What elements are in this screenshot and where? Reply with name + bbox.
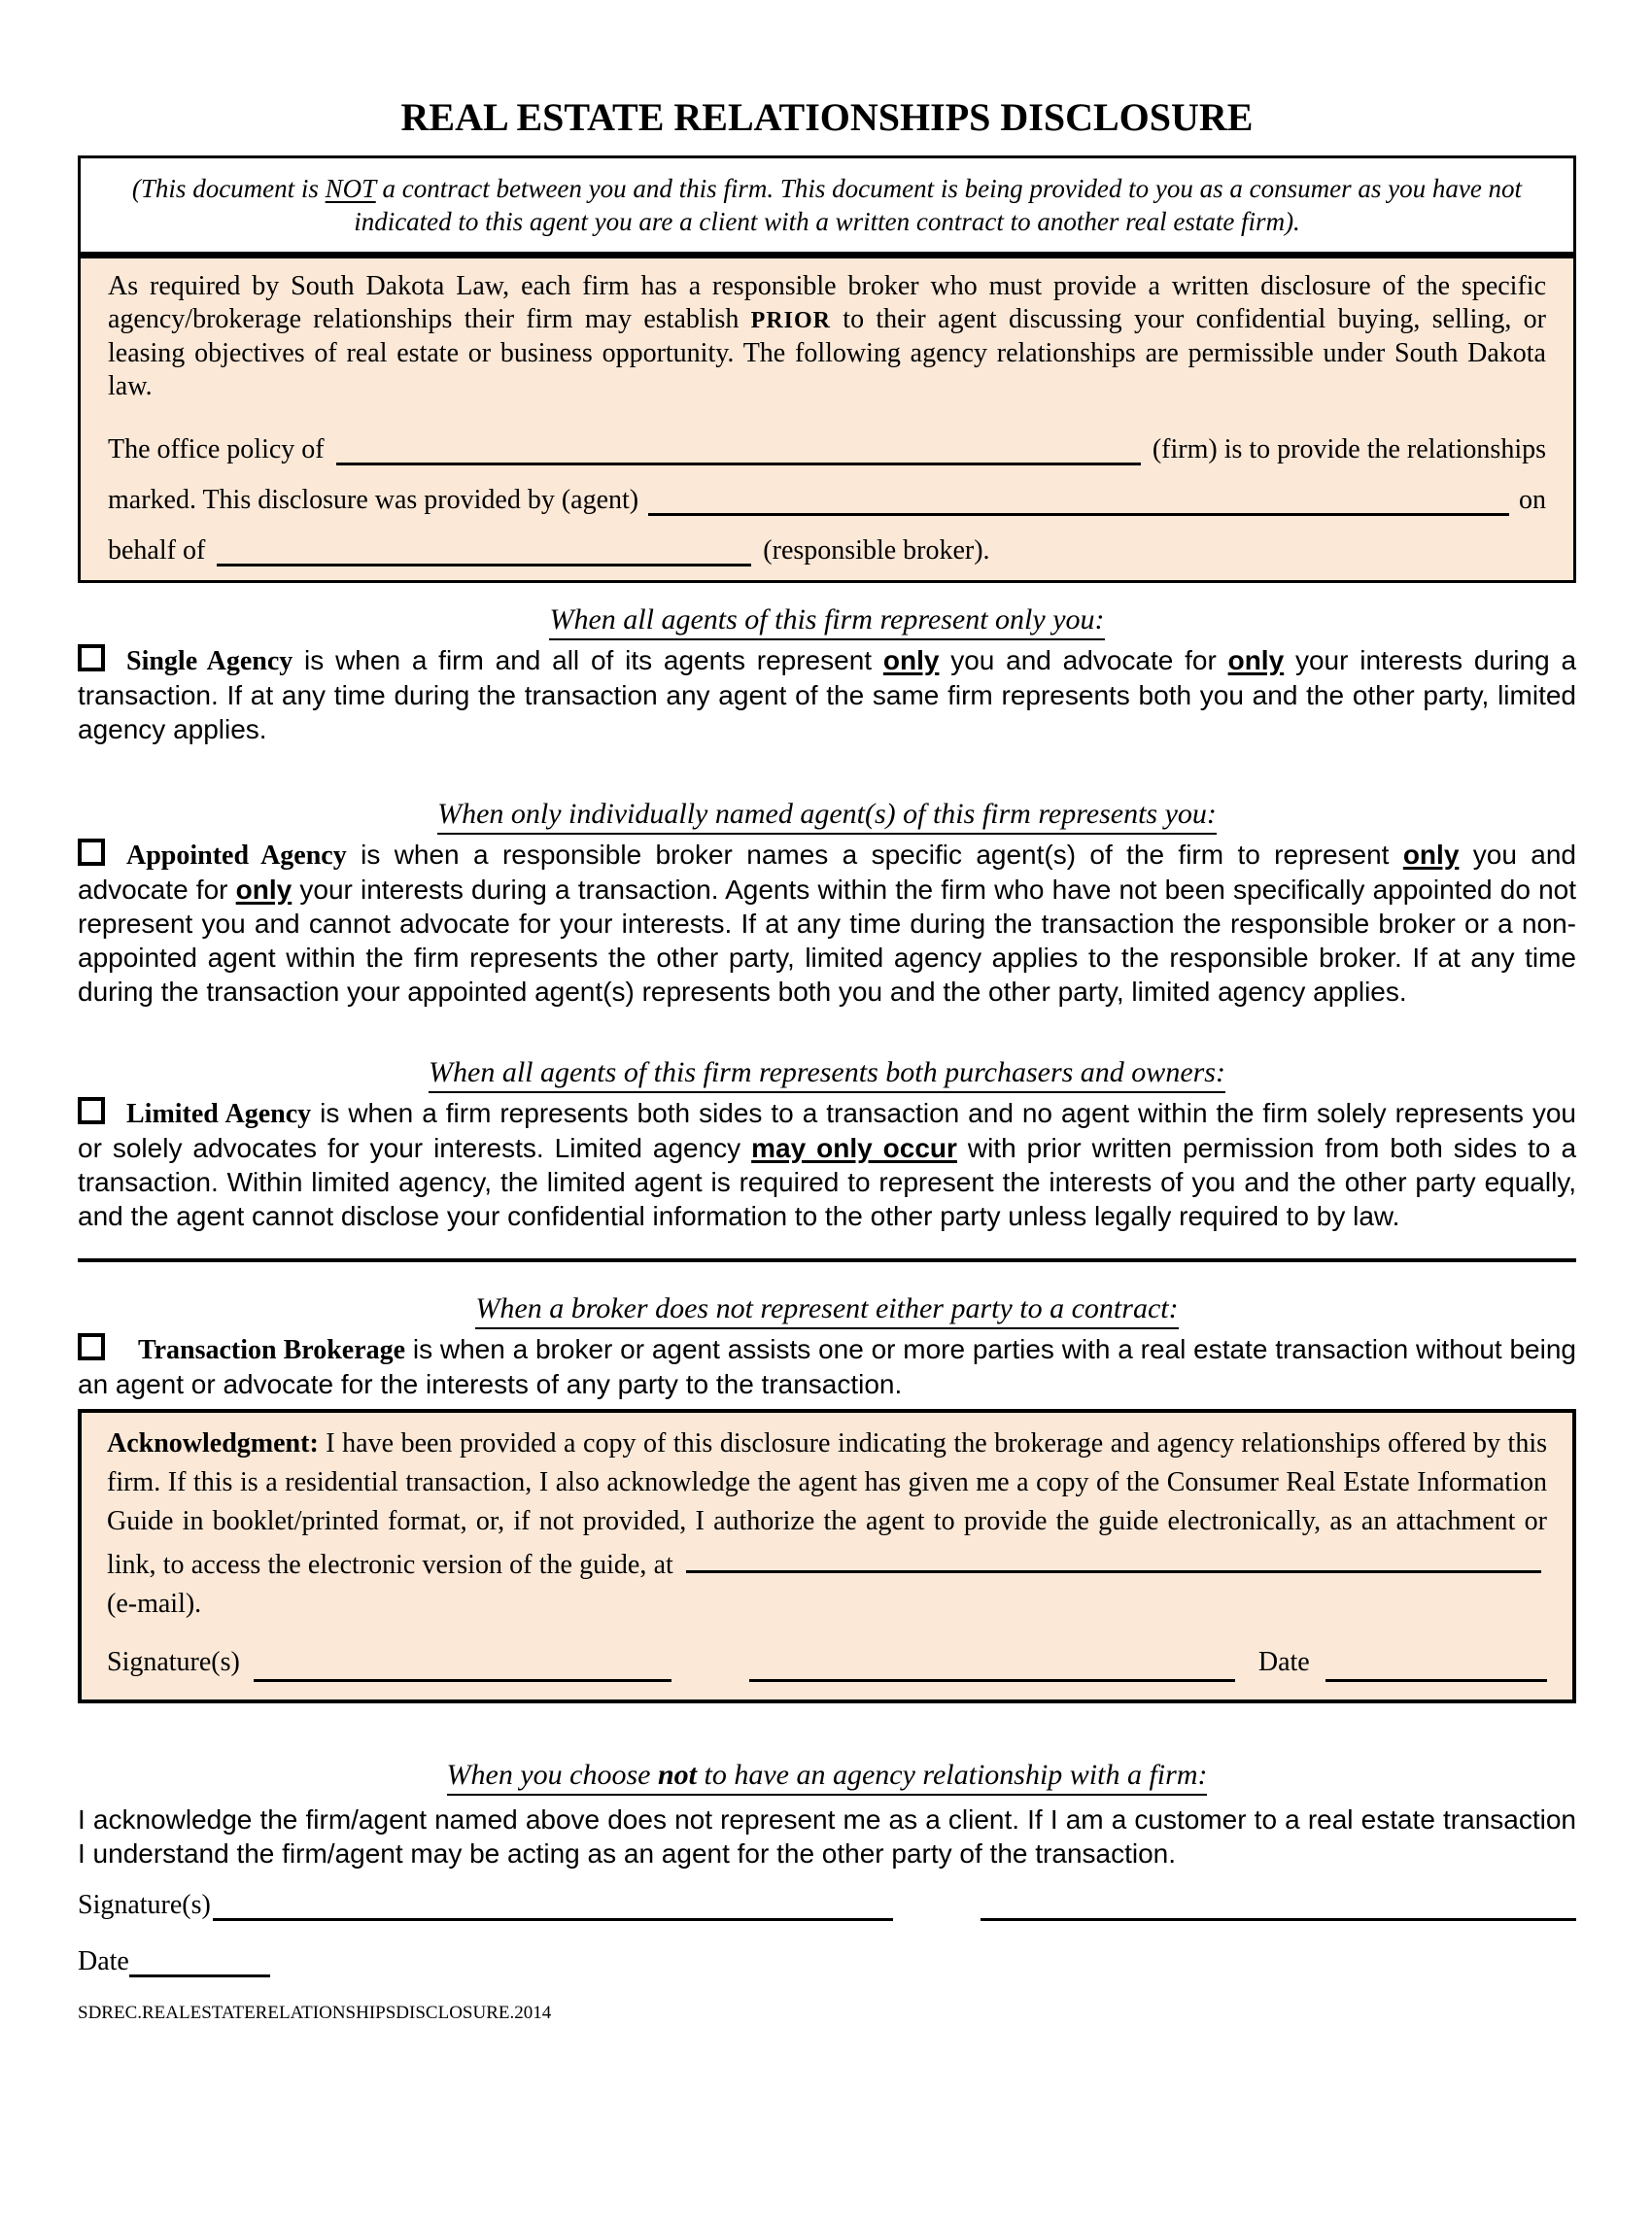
notice-not-underlined: NOT xyxy=(325,174,376,203)
appointed-agency-label: Appointed Agency xyxy=(126,841,347,871)
ack-signature-field-1[interactable] xyxy=(254,1650,671,1682)
limited-agency-checkbox[interactable] xyxy=(78,1097,105,1124)
appointed-agency-checkbox[interactable] xyxy=(78,839,105,866)
no-agency-date-label: Date xyxy=(78,1946,129,1976)
intro-text: As required by South Dakota Law, each firm has a responsible broker who must provide a written disclosure of the specific agency/brokerage relationships their firm may establish xyxy=(108,271,1546,334)
office-policy-line-1 xyxy=(108,415,1546,465)
office-policy-line-2 xyxy=(108,465,1546,516)
limited-agency-heading-text: When all agents of this firm represents both purchasers and owners: xyxy=(429,1056,1225,1093)
no-agency-signature-row xyxy=(78,1880,1576,1921)
appointed-agency-paragraph xyxy=(78,838,1576,1009)
appointed-agency-only-1: only xyxy=(1402,840,1460,870)
limited-agency-paragraph xyxy=(78,1096,1576,1233)
single-agency-checkbox[interactable] xyxy=(78,644,105,671)
notice-text-cont: a contract between you and this firm. This document is being provided to you as a consumer as you have not indicated to this agent you are a client with a written contract to another real estate firm). xyxy=(354,174,1523,236)
section-divider-rule xyxy=(78,1258,1576,1262)
page-title: REAL ESTATE RELATIONSHIPS DISCLOSURE xyxy=(400,95,1254,139)
acknowledgment-label: Acknowledgment: xyxy=(107,1428,319,1459)
single-agency-heading xyxy=(78,602,1576,637)
single-agency-heading-text: When all agents of this firm represent only you: xyxy=(549,603,1104,640)
single-agency-only-2: only xyxy=(1227,645,1285,675)
office-policy-label: The office policy of xyxy=(108,434,325,464)
no-agency-heading xyxy=(78,1758,1576,1793)
intro-paragraph xyxy=(108,270,1546,403)
transaction-brokerage-text-1: is when a broker or agent assists one or more parties with a real estate transaction without being an agent or advocate for the interests of any party to the transaction. xyxy=(78,1334,1576,1399)
transaction-brokerage-heading xyxy=(78,1291,1576,1326)
no-agency-signature-field-1[interactable] xyxy=(213,1889,893,1921)
no-agency-signatures-label: Signature(s) xyxy=(78,1890,211,1920)
email-suffix-text: (e-mail). xyxy=(107,1589,202,1619)
appointed-agency-only-2: only xyxy=(235,875,293,905)
limited-agency-text-1: is when a firm represents both sides to a transaction and no agent within the firm solely represents you or solely advocates for your interests. Limited agency xyxy=(78,1098,1576,1163)
agent-label: marked. This disclosure was provided by (agent) xyxy=(108,485,639,515)
ack-signature-field-2[interactable] xyxy=(749,1650,1235,1682)
transaction-brokerage-heading-text: When a broker does not represent either party to a contract: xyxy=(475,1292,1178,1329)
firm-name-field[interactable] xyxy=(336,433,1141,465)
notice-text: (This document is xyxy=(131,174,326,203)
ack-signatures-label: Signature(s) xyxy=(107,1647,240,1677)
appointed-agency-text-1: is when a responsible broker names a specific agent(s) of the firm to represent xyxy=(346,840,1403,870)
ack-date-field[interactable] xyxy=(1325,1650,1547,1682)
guide-email-field[interactable] xyxy=(686,1541,1541,1573)
acknowledgment-box xyxy=(78,1409,1576,1703)
form-page xyxy=(78,93,1576,2024)
broker-suffix-text: (responsible broker). xyxy=(763,535,990,566)
not-a-contract-notice-box xyxy=(78,155,1576,255)
form-footer-code: SDREC.REALESTATERELATIONSHIPSDISCLOSURE.2014 xyxy=(78,2003,552,2023)
acknowledgment-text: I have been provided a copy of this disclosure indicating the brokerage and agency relationships offered by this firm. If this is a residential transaction, I also acknowledge the agent has given me a copy of the Consumer Real Estate Information Guide in booklet/printed format, or, if not provided, I authorize the agent to provide the guide electronically, as an attachment or link, to access the electronic version of the guide, at xyxy=(107,1428,1547,1580)
appointed-agency-text-3: your interests during a transaction. Agents within the firm who have not been specifically appointed do not represent you and cannot advocate for your interests. If at any time during the transaction the responsible broker or a non-appointed agent within the firm represents the other party, limited agency applies to the responsible broker. If at any time during the transaction your appointed agent(s) represents both you and the other party, limited agency applies. xyxy=(78,875,1576,1007)
single-agency-only-1: only xyxy=(882,645,940,675)
no-agency-heading-not: not xyxy=(657,1759,697,1791)
ack-date-label: Date xyxy=(1257,1647,1310,1677)
no-agency-heading-text xyxy=(447,1759,1208,1796)
single-agency-text-1: is when a firm and all of its agents represent xyxy=(293,645,883,675)
no-agency-date-row xyxy=(78,1939,1576,1977)
firm-suffix-text: (firm) is to provide the relationships xyxy=(1152,434,1546,464)
transaction-brokerage-label: Transaction Brokerage xyxy=(138,1335,406,1365)
appointed-agency-heading-text: When only individually named agent(s) of this firm represents you: xyxy=(437,798,1217,835)
no-agency-paragraph: I acknowledge the firm/agent named above does not represent me as a client. If I am a customer to a real estate transaction I understand the firm/agent may be acting as an agent for the other party of the transaction. xyxy=(78,1804,1576,1869)
no-agency-heading-post: to have an agency relationship with a firm: xyxy=(696,1759,1208,1791)
appointed-agency-text-2: you and advocate for xyxy=(78,840,1576,905)
agency-disclosure-intro-box xyxy=(78,255,1576,583)
limited-agency-text-2: with prior written permission from both sides to a transaction. Within limited agency, the limited agent is required to represent the interests of you and the other party equally, and the agent cannot disclose your confidential information to the other party unless legally required to by law. xyxy=(78,1133,1577,1231)
behalf-label: behalf of xyxy=(108,535,206,566)
transaction-brokerage-paragraph xyxy=(78,1332,1576,1401)
office-policy-line-3 xyxy=(108,516,1546,566)
intro-text-cont: to their agent discussing your confidential buying, selling, or leasing objectives of real estate or business opportunity. The following agency relationships are permissible under South Dakota law. xyxy=(108,304,1546,401)
agent-suffix-text: on xyxy=(1519,485,1546,515)
prior-emphasis: PRIOR xyxy=(750,308,831,333)
single-agency-text-3: your interests during a transaction. If at any time during the transaction any agent of the same firm represents both you and the other party, limited agency applies. xyxy=(78,645,1577,744)
office-policy-block xyxy=(108,415,1546,566)
single-agency-label: Single Agency xyxy=(126,646,293,676)
transaction-brokerage-checkbox[interactable] xyxy=(78,1333,105,1360)
limited-agency-heading xyxy=(78,1055,1576,1090)
limited-agency-may-only-occur: may only occur xyxy=(751,1133,957,1163)
single-agency-paragraph xyxy=(78,643,1576,746)
appointed-agency-heading xyxy=(78,797,1576,832)
no-agency-heading-pre: When you choose xyxy=(446,1759,658,1791)
responsible-broker-field[interactable] xyxy=(217,534,751,566)
acknowledgment-signature-row xyxy=(107,1639,1547,1682)
single-agency-text-2: you and advocate for xyxy=(939,645,1228,675)
limited-agency-label: Limited Agency xyxy=(126,1099,312,1129)
no-agency-signature-field-2[interactable] xyxy=(981,1889,1576,1921)
no-agency-date-field[interactable] xyxy=(129,1945,270,1977)
agent-name-field[interactable] xyxy=(648,484,1509,516)
